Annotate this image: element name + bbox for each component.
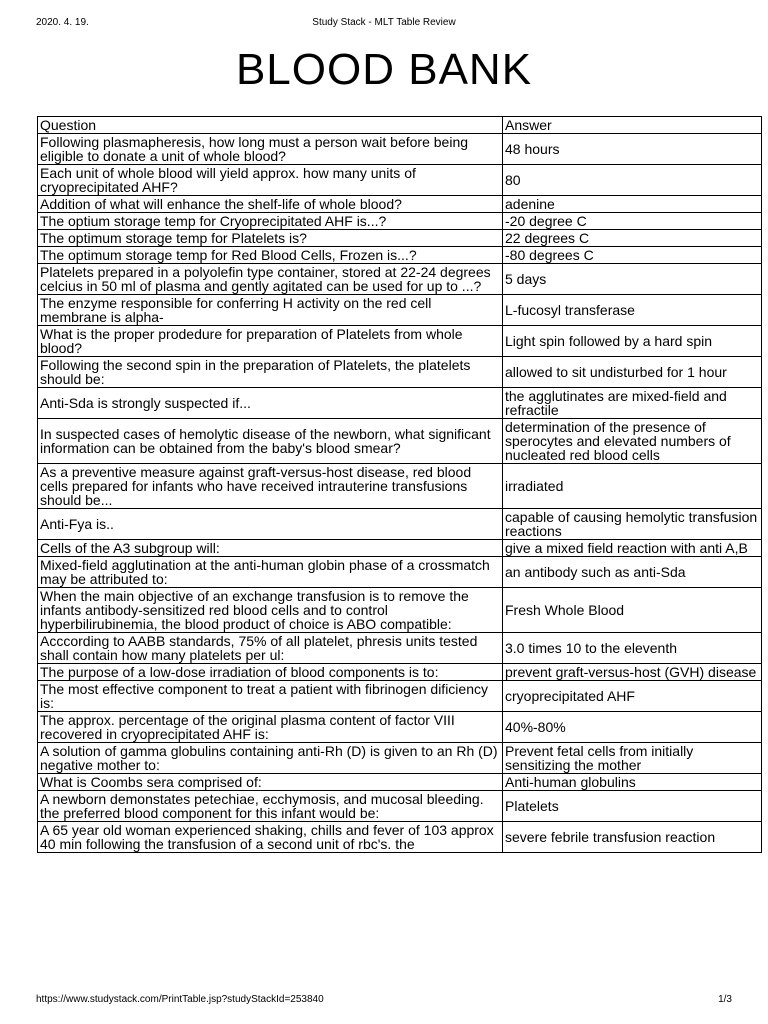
table-body bbox=[38, 134, 762, 853]
table-row bbox=[38, 774, 762, 791]
answer-cell: prevent graft-versus-host (GVH) disease bbox=[503, 664, 762, 681]
question-cell: Platelets prepared in a polyolefin type container, stored at 22-24 degrees celcius in 50 ml of plasma and gently agitated can be used for up to ...? bbox=[38, 264, 503, 295]
answer-cell: allowed to sit undisturbed for 1 hour bbox=[503, 357, 762, 388]
question-cell: What is the proper prodedure for preparation of Platelets from whole blood? bbox=[38, 326, 503, 357]
question-cell: Mixed-field agglutination at the anti-human globin phase of a crossmatch may be attributed to: bbox=[38, 557, 503, 588]
answer-cell: Anti-human globulins bbox=[503, 774, 762, 791]
answer-cell: 48 hours bbox=[503, 134, 762, 165]
answer-cell: cryoprecipitated AHF bbox=[503, 681, 762, 712]
table-row bbox=[38, 633, 762, 664]
table-row bbox=[38, 712, 762, 743]
answer-cell: 3.0 times 10 to the eleventh bbox=[503, 633, 762, 664]
question-cell: A 65 year old woman experienced shaking, chills and fever of 103 approx 40 min following the transfusion of a second unit of rbc's. the bbox=[38, 822, 503, 853]
answer-cell: 80 bbox=[503, 165, 762, 196]
question-cell: A solution of gamma globulins containing anti-Rh (D) is given to an Rh (D) negative mother to: bbox=[38, 743, 503, 774]
question-cell: When the main objective of an exchange transfusion is to remove the infants antibody-sensitized red blood cells and to control hyperbilirubinemia, the blood product of choice is ABO compatible: bbox=[38, 588, 503, 633]
column-header-question: Question bbox=[38, 117, 503, 134]
column-header-answer: Answer bbox=[503, 117, 762, 134]
answer-cell: Fresh Whole Blood bbox=[503, 588, 762, 633]
print-title: Study Stack - MLT Table Review bbox=[312, 17, 456, 28]
table-row bbox=[38, 326, 762, 357]
table-row bbox=[38, 464, 762, 509]
question-cell: The most effective component to treat a patient with fibrinogen dificiency is: bbox=[38, 681, 503, 712]
question-cell: Each unit of whole blood will yield approx. how many units of cryoprecipitated AHF? bbox=[38, 165, 503, 196]
question-cell: Anti-Fya is.. bbox=[38, 509, 503, 540]
table-row bbox=[38, 213, 762, 230]
table-row bbox=[38, 295, 762, 326]
table-header-row bbox=[38, 117, 762, 134]
table-row bbox=[38, 196, 762, 213]
table-row bbox=[38, 588, 762, 633]
question-cell: Anti-Sda is strongly suspected if... bbox=[38, 388, 503, 419]
question-cell: Following the second spin in the preparation of Platelets, the platelets should be: bbox=[38, 357, 503, 388]
question-cell: Following plasmapheresis, how long must a person wait before being eligible to donate a unit of whole blood? bbox=[38, 134, 503, 165]
table-row bbox=[38, 822, 762, 853]
answer-cell: capable of causing hemolytic transfusion reactions bbox=[503, 509, 762, 540]
table-row bbox=[38, 509, 762, 540]
answer-cell: irradiated bbox=[503, 464, 762, 509]
print-date: 2020. 4. 19. bbox=[36, 17, 89, 28]
answer-cell: -80 degrees C bbox=[503, 247, 762, 264]
answer-cell: give a mixed field reaction with anti A,B bbox=[503, 540, 762, 557]
table-row bbox=[38, 134, 762, 165]
question-cell: The approx. percentage of the original plasma content of factor VIII recovered in cryoprecipitated AHF is: bbox=[38, 712, 503, 743]
page-footer bbox=[36, 994, 732, 1008]
question-cell: Addition of what will enhance the shelf-life of whole blood? bbox=[38, 196, 503, 213]
answer-cell: an antibody such as anti-Sda bbox=[503, 557, 762, 588]
table-row bbox=[38, 230, 762, 247]
question-cell: The enzyme responsible for conferring H activity on the red cell membrane is alpha- bbox=[38, 295, 503, 326]
table-row bbox=[38, 357, 762, 388]
question-cell: The optium storage temp for Cryoprecipitated AHF is...? bbox=[38, 213, 503, 230]
question-cell: The purpose of a low-dose irradiation of blood components is to: bbox=[38, 664, 503, 681]
answer-cell: the agglutinates are mixed-field and refractile bbox=[503, 388, 762, 419]
answer-cell: severe febrile transfusion reaction bbox=[503, 822, 762, 853]
question-cell: Cells of the A3 subgroup will: bbox=[38, 540, 503, 557]
table-row bbox=[38, 664, 762, 681]
answer-cell: L-fucosyl transferase bbox=[503, 295, 762, 326]
document-title: BLOOD BANK bbox=[235, 45, 533, 94]
table-row bbox=[38, 540, 762, 557]
table-row bbox=[38, 791, 762, 822]
answer-cell: Prevent fetal cells from initially sensitizing the mother bbox=[503, 743, 762, 774]
answer-cell: 5 days bbox=[503, 264, 762, 295]
table-row bbox=[38, 264, 762, 295]
table-row bbox=[38, 743, 762, 774]
question-cell: A newborn demonstates petechiae, ecchymosis, and mucosal bleeding. the preferred blood component for this infant would be: bbox=[38, 791, 503, 822]
question-cell: As a preventive measure against graft-versus-host disease, red blood cells prepared for infants who have received intrauterine transfusions should be... bbox=[38, 464, 503, 509]
source-url: https://www.studystack.com/PrintTable.jsp?studyStackId=253840 bbox=[36, 994, 324, 1005]
table-row bbox=[38, 388, 762, 419]
question-cell: Acccording to AABB standards, 75% of all platelet, phresis units tested shall contain how many platelets per ul: bbox=[38, 633, 503, 664]
answer-cell: -20 degree C bbox=[503, 213, 762, 230]
page-number: 1/3 bbox=[718, 994, 732, 1005]
table-row bbox=[38, 165, 762, 196]
table-row bbox=[38, 681, 762, 712]
question-cell: The optimum storage temp for Red Blood Cells, Frozen is...? bbox=[38, 247, 503, 264]
table-row bbox=[38, 557, 762, 588]
answer-cell: determination of the presence of sperocytes and elevated numbers of nucleated red blood cells bbox=[503, 419, 762, 464]
table-row bbox=[38, 247, 762, 264]
answer-cell: Platelets bbox=[503, 791, 762, 822]
answer-cell: 40%-80% bbox=[503, 712, 762, 743]
question-cell: In suspected cases of hemolytic disease of the newborn, what significant information can be obtained from the baby's blood smear? bbox=[38, 419, 503, 464]
question-cell: What is Coombs sera comprised of: bbox=[38, 774, 503, 791]
answer-cell: adenine bbox=[503, 196, 762, 213]
flashcard-table bbox=[37, 116, 762, 853]
question-cell: The optimum storage temp for Platelets is? bbox=[38, 230, 503, 247]
table-row bbox=[38, 419, 762, 464]
answer-cell: Light spin followed by a hard spin bbox=[503, 326, 762, 357]
answer-cell: 22 degrees C bbox=[503, 230, 762, 247]
